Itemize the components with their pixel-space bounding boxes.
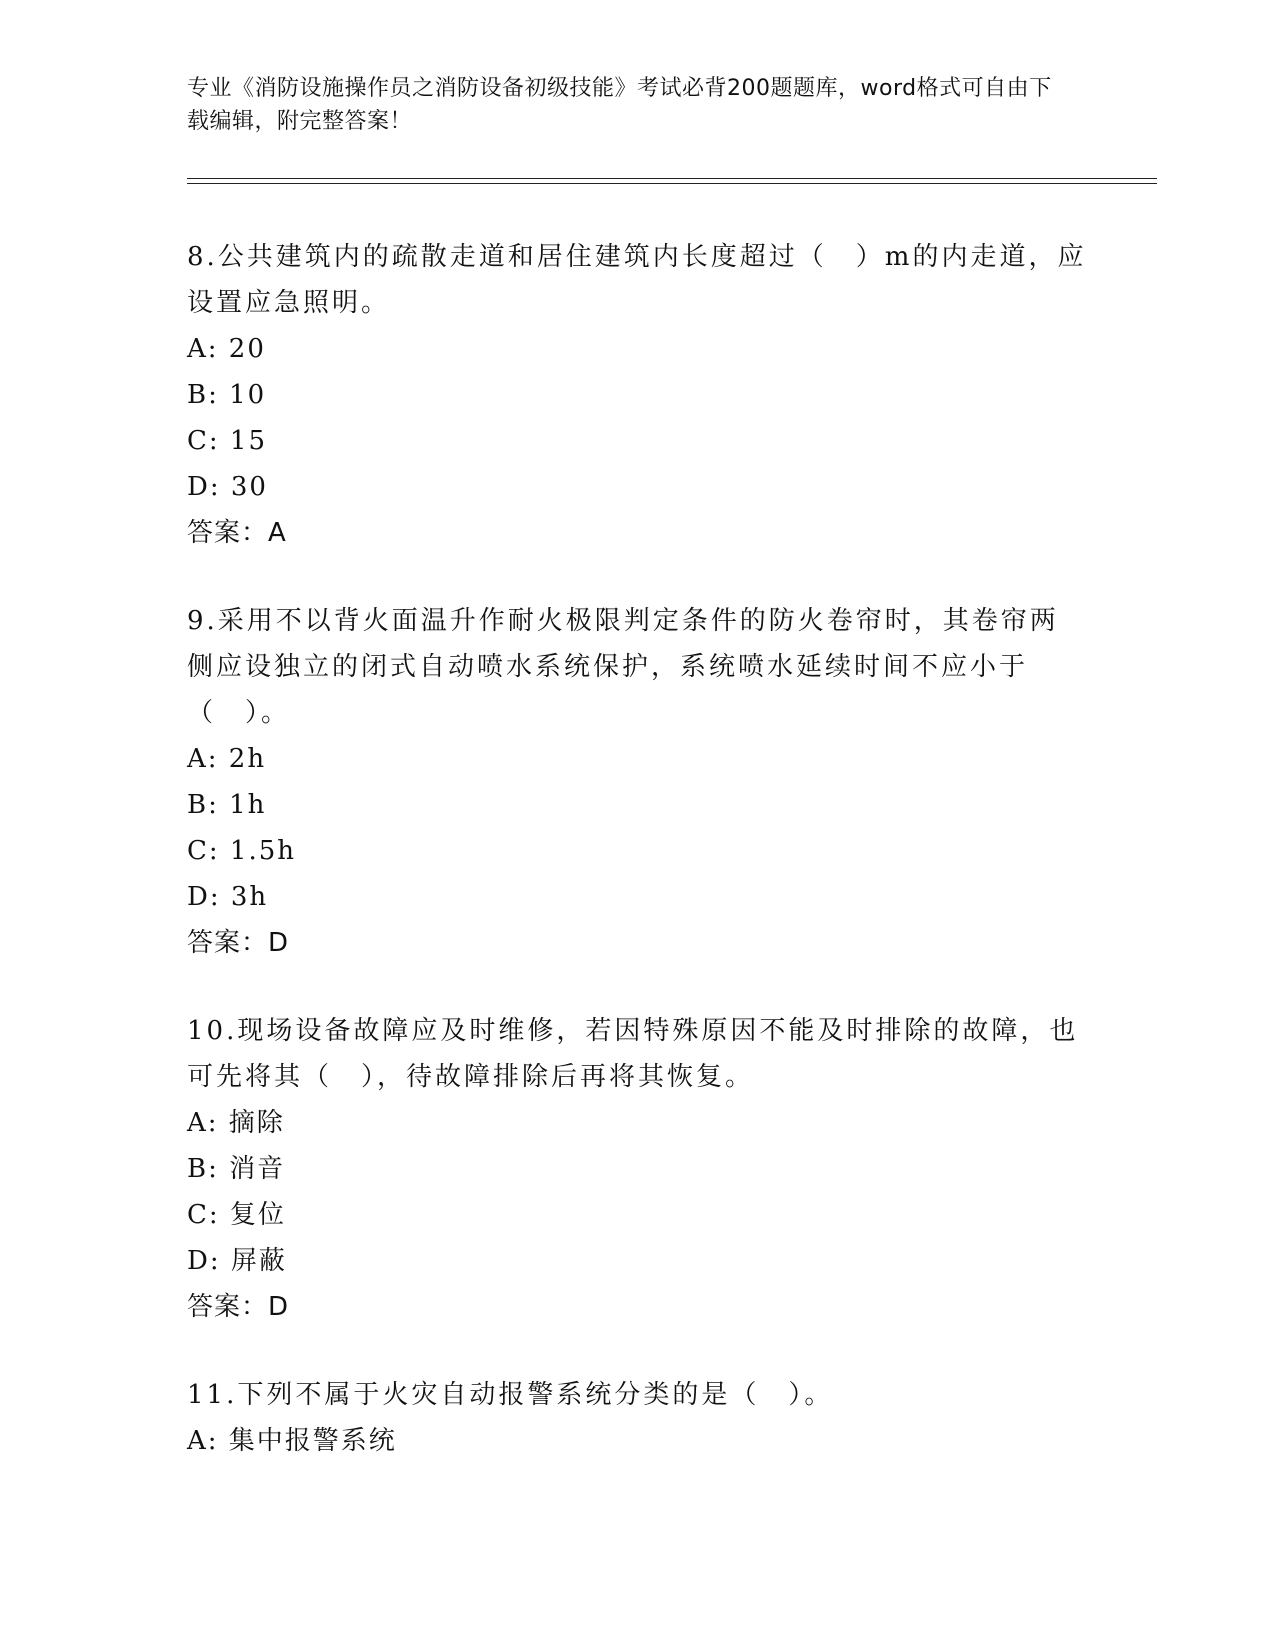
answer-label: 答案：D [187, 1292, 290, 1322]
option-a: A: 2h [187, 744, 267, 774]
question-10 [187, 1008, 1087, 1330]
option-a: A: 20 [187, 334, 266, 364]
option-b: B: 消音 [187, 1154, 286, 1184]
answer-label: 答案：D [187, 928, 290, 958]
document-header: 专业《消防设施操作员之消防设备初级技能》考试必背200题题库，word格式可自由下载编辑，附完整答案！ [187, 76, 1052, 134]
option-a: A: 集中报警系统 [187, 1426, 397, 1456]
question-11 [187, 1372, 1087, 1464]
option-a: A: 摘除 [187, 1108, 285, 1138]
question-9 [187, 598, 1087, 966]
option-c: C: 复位 [187, 1200, 286, 1230]
question-8 [187, 234, 1087, 556]
question-stem: 8.公共建筑内的疏散走道和居住建筑内长度超过（ ）m的内走道，应设置应急照明。 [187, 242, 1087, 318]
option-c: C: 1.5h [187, 836, 297, 866]
question-stem: 9.采用不以背火面温升作耐火极限判定条件的防火卷帘时，其卷帘两侧应设独立的闭式自动喷水系统保护，系统喷水延续时间不应小于（ ）。 [187, 606, 1059, 728]
option-d: D: 3h [187, 882, 269, 912]
option-d: D: 屏蔽 [187, 1246, 287, 1276]
option-d: D: 30 [187, 472, 268, 502]
question-stem: 11.下列不属于火灾自动报警系统分类的是（ ）。 [187, 1380, 834, 1410]
option-b: B: 1h [187, 790, 267, 820]
header-double-rule [187, 178, 1157, 184]
question-stem: 10.现场设备故障应及时维修，若因特殊原因不能及时排除的故障，也可先将其（ ），待故障排除后再将其恢复。 [187, 1016, 1079, 1092]
option-c: C: 15 [187, 426, 268, 456]
answer-label: 答案：A [187, 518, 287, 548]
option-b: B: 10 [187, 380, 267, 410]
